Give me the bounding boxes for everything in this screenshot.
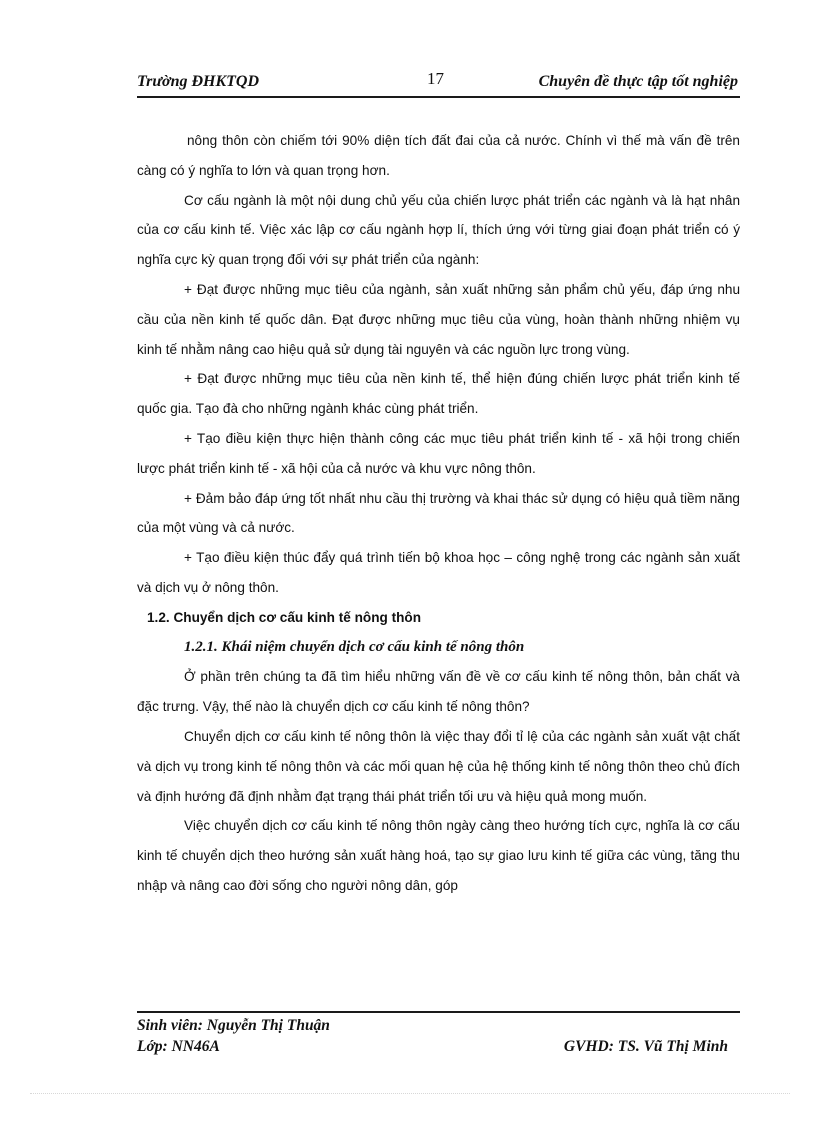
page-footer (137, 1011, 740, 1063)
paragraph: + Đạt được những mục tiêu của ngành, sản xuất những sản phẩm chủ yếu, đáp ứng nhu cầu của nền kinh tế quốc dân. Đạt được những mục tiêu của vùng, hoàn thành những nhiệm vụ kinh tế nhằm nâng cao hiệu quả sử dụng tài nguyên và các nguồn lực trong vùng. (137, 281, 740, 357)
footer-advisor: GVHD: TS. Vũ Thị Minh (563, 1038, 728, 1055)
paragraph: + Tạo điều kiện thúc đẩy quá trình tiến bộ khoa học – công nghệ trong các ngành sản xuất và dịch vụ ở nông thôn. (137, 550, 740, 595)
paragraph: nông thôn còn chiếm tới 90% diện tích đất đai của cả nước. Chính vì thế mà vấn đề trên càng có ý nghĩa to lớn và quan trọng hơn. (137, 133, 740, 178)
paragraph: + Đạt được những mục tiêu của nền kinh tế, thể hiện đúng chiến lược phát triển kinh tế quốc gia. Tạo đà cho những ngành khác cùng phát triển. (137, 371, 740, 417)
paragraph: Ở phần trên chúng ta đã tìm hiểu những vấn đề về cơ cấu kinh tế nông thôn, bản chất và đặc trưng. Vậy, thế nào là chuyển dịch cơ cấu kinh tế nông thôn? (137, 669, 740, 715)
footer-class: Lớp: NN46A (137, 1038, 220, 1055)
paragraph: Chuyển dịch cơ cấu kinh tế nông thôn là việc thay đổi tỉ lệ của các ngành sản xuất vật chất và dịch vụ trong kinh tế nông thôn và các mối quan hệ của hệ thống kinh tế nông thôn theo chủ đích và định hướng đã định nhằm đạt trạng thái phát triển tối ưu và hiệu quả mong muốn. (137, 728, 740, 804)
paragraph: + Tạo điều kiện thực hiện thành công các mục tiêu phát triển kinh tế - xã hội trong chiến lược phát triển kinh tế - xã hội của cả nước và khu vực nông thôn. (137, 430, 740, 476)
paragraph: + Đảm bảo đáp ứng tốt nhất nhu cầu thị trường và khai thác sử dụng có hiệu quả tiềm năng của một vùng và cả nước. (137, 490, 740, 536)
body-text (137, 126, 740, 901)
page-number: 17 (427, 69, 444, 88)
header-doc-title: Chuyên đề thực tập tốt nghiệp (538, 73, 738, 90)
page-break-divider (30, 1093, 790, 1094)
paragraph: Việc chuyển dịch cơ cấu kinh tế nông thôn ngày càng theo hướng tích cực, nghĩa là cơ cấu kinh tế chuyển dịch theo hướng sản xuất hàng hoá, tạo sự giao lưu kinh tế giữa các vùng, tăng thu nhập và nâng cao đời sống cho người nông dân, góp (137, 818, 740, 893)
paragraph: Cơ cấu ngành là một nội dung chủ yếu của chiến lược phát triển các ngành và là hạt nhân của cơ cấu kinh tế. Việc xác lập cơ cấu ngành hợp lí, thích ứng với từng giai đoạn phát triển có ý nghĩa cực kỳ quan trọng đối với sự phát triển của ngành: (137, 192, 740, 268)
section-heading: 1.2. Chuyển dịch cơ cấu kinh tế nông thôn (147, 609, 422, 625)
footer-student: Sinh viên: Nguyễn Thị Thuận (137, 1017, 330, 1034)
page-header (137, 64, 740, 98)
header-school: Trường ĐHKTQD (137, 73, 260, 90)
subsection-heading: 1.2.1. Khái niệm chuyển dịch cơ cấu kinh tế nông thôn (184, 638, 525, 655)
